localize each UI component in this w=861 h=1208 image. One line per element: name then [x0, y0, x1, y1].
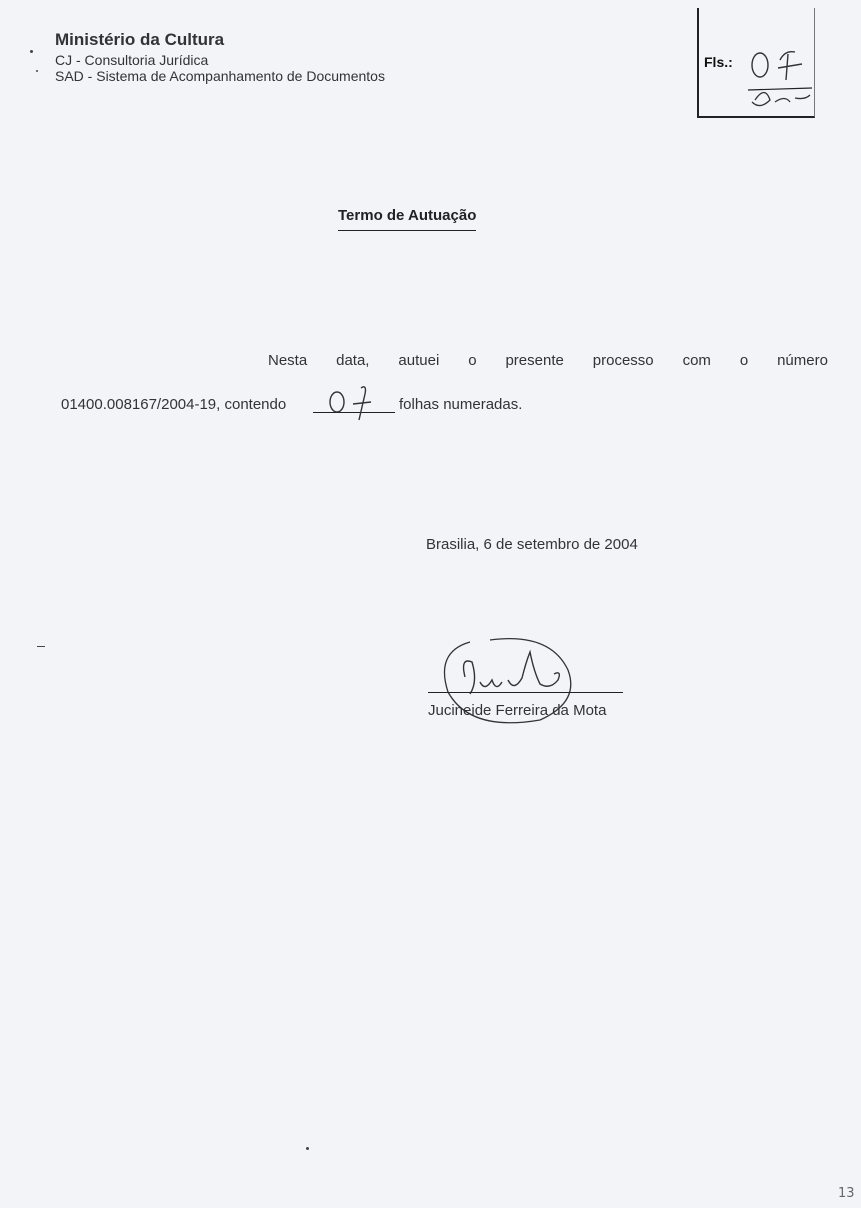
word: Nesta	[268, 352, 308, 369]
word: o	[739, 352, 749, 369]
sheet-count-blank	[313, 412, 395, 413]
word: o	[468, 352, 477, 369]
process-number-text: 01400.008167/2004-19, contendo	[61, 396, 287, 413]
page-stamp-label: Fls.:	[704, 54, 733, 70]
document-title: Termo de Autuação	[338, 207, 476, 231]
word: processo	[592, 352, 654, 369]
signature-line	[428, 692, 623, 693]
signer-name: Jucineide Ferreira da Mota	[428, 702, 607, 719]
document-date: Brasilia, 6 de setembro de 2004	[426, 536, 638, 553]
page-number: 13	[838, 1186, 855, 1201]
scan-speck	[30, 50, 33, 53]
word: número	[777, 352, 828, 369]
word: data,	[336, 352, 370, 369]
word: com	[682, 352, 711, 369]
word: presente	[505, 352, 564, 369]
department-name: CJ - Consultoria Jurídica	[55, 52, 209, 68]
scan-speck	[36, 70, 38, 72]
sheets-label: folhas numeradas.	[399, 396, 523, 413]
handwritten-sheet-count	[325, 382, 375, 422]
word: autuei	[398, 352, 440, 369]
margin-mark	[37, 646, 45, 647]
system-name: SAD - Sistema de Acompanhamento de Documentos	[55, 68, 385, 84]
ministry-title: Ministério da Cultura	[55, 30, 225, 49]
paragraph-line-1	[268, 352, 828, 369]
scan-speck	[306, 1147, 309, 1150]
